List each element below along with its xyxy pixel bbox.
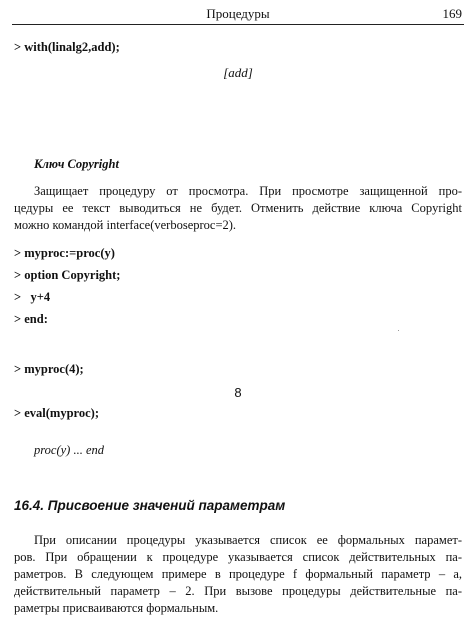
command-eval: > eval(myproc); (14, 406, 99, 420)
command-end: > end: (14, 312, 48, 326)
paragraph-line: можно командой interface(verboseproc=2). (14, 218, 237, 232)
paragraph-line: раметров. В следующем примере в процедуре f формальный параметр – a, (14, 567, 462, 581)
output-eight: 8 (234, 385, 242, 400)
paragraph-parameters (14, 532, 462, 617)
paragraph-copyright (14, 183, 462, 234)
command-proc-def: > myproc:=proc(y) (14, 246, 115, 260)
command-option: > option Copyright; (14, 268, 121, 282)
paragraph-line: действительный параметр – 2. При вызове процедуры действительные па- (14, 584, 462, 598)
page-header (12, 6, 464, 25)
command-with-linalg: > with(linalg2,add); (14, 40, 120, 54)
key-heading: Ключ Copyright (34, 157, 119, 171)
paragraph-line: При описании процедуры указывается список ее формальных парамет- (34, 533, 462, 547)
running-title: Процедуры (206, 6, 270, 21)
output-proc-end: proc(y) ... end (34, 443, 104, 457)
paragraph-line: Защищает процедуру от просмотра. При просмотре защищенной про- (34, 184, 462, 198)
paragraph-line: ров. При обращении к процедуре указывается список действительных па- (14, 550, 462, 564)
paragraph-line: раметры присваиваются формальным. (14, 601, 219, 615)
command-call-myproc: > myproc(4); (14, 362, 84, 376)
speck (398, 330, 399, 331)
output-add: [add] (223, 65, 253, 80)
section-title: 16.4. Присвоение значений параметрам (14, 498, 286, 513)
paragraph-line: цедуры ее текст выводиться не будет. Отменить действие ключа Copyright (14, 201, 462, 215)
command-body: > y+4 (14, 290, 51, 304)
page-number: 169 (442, 6, 462, 21)
